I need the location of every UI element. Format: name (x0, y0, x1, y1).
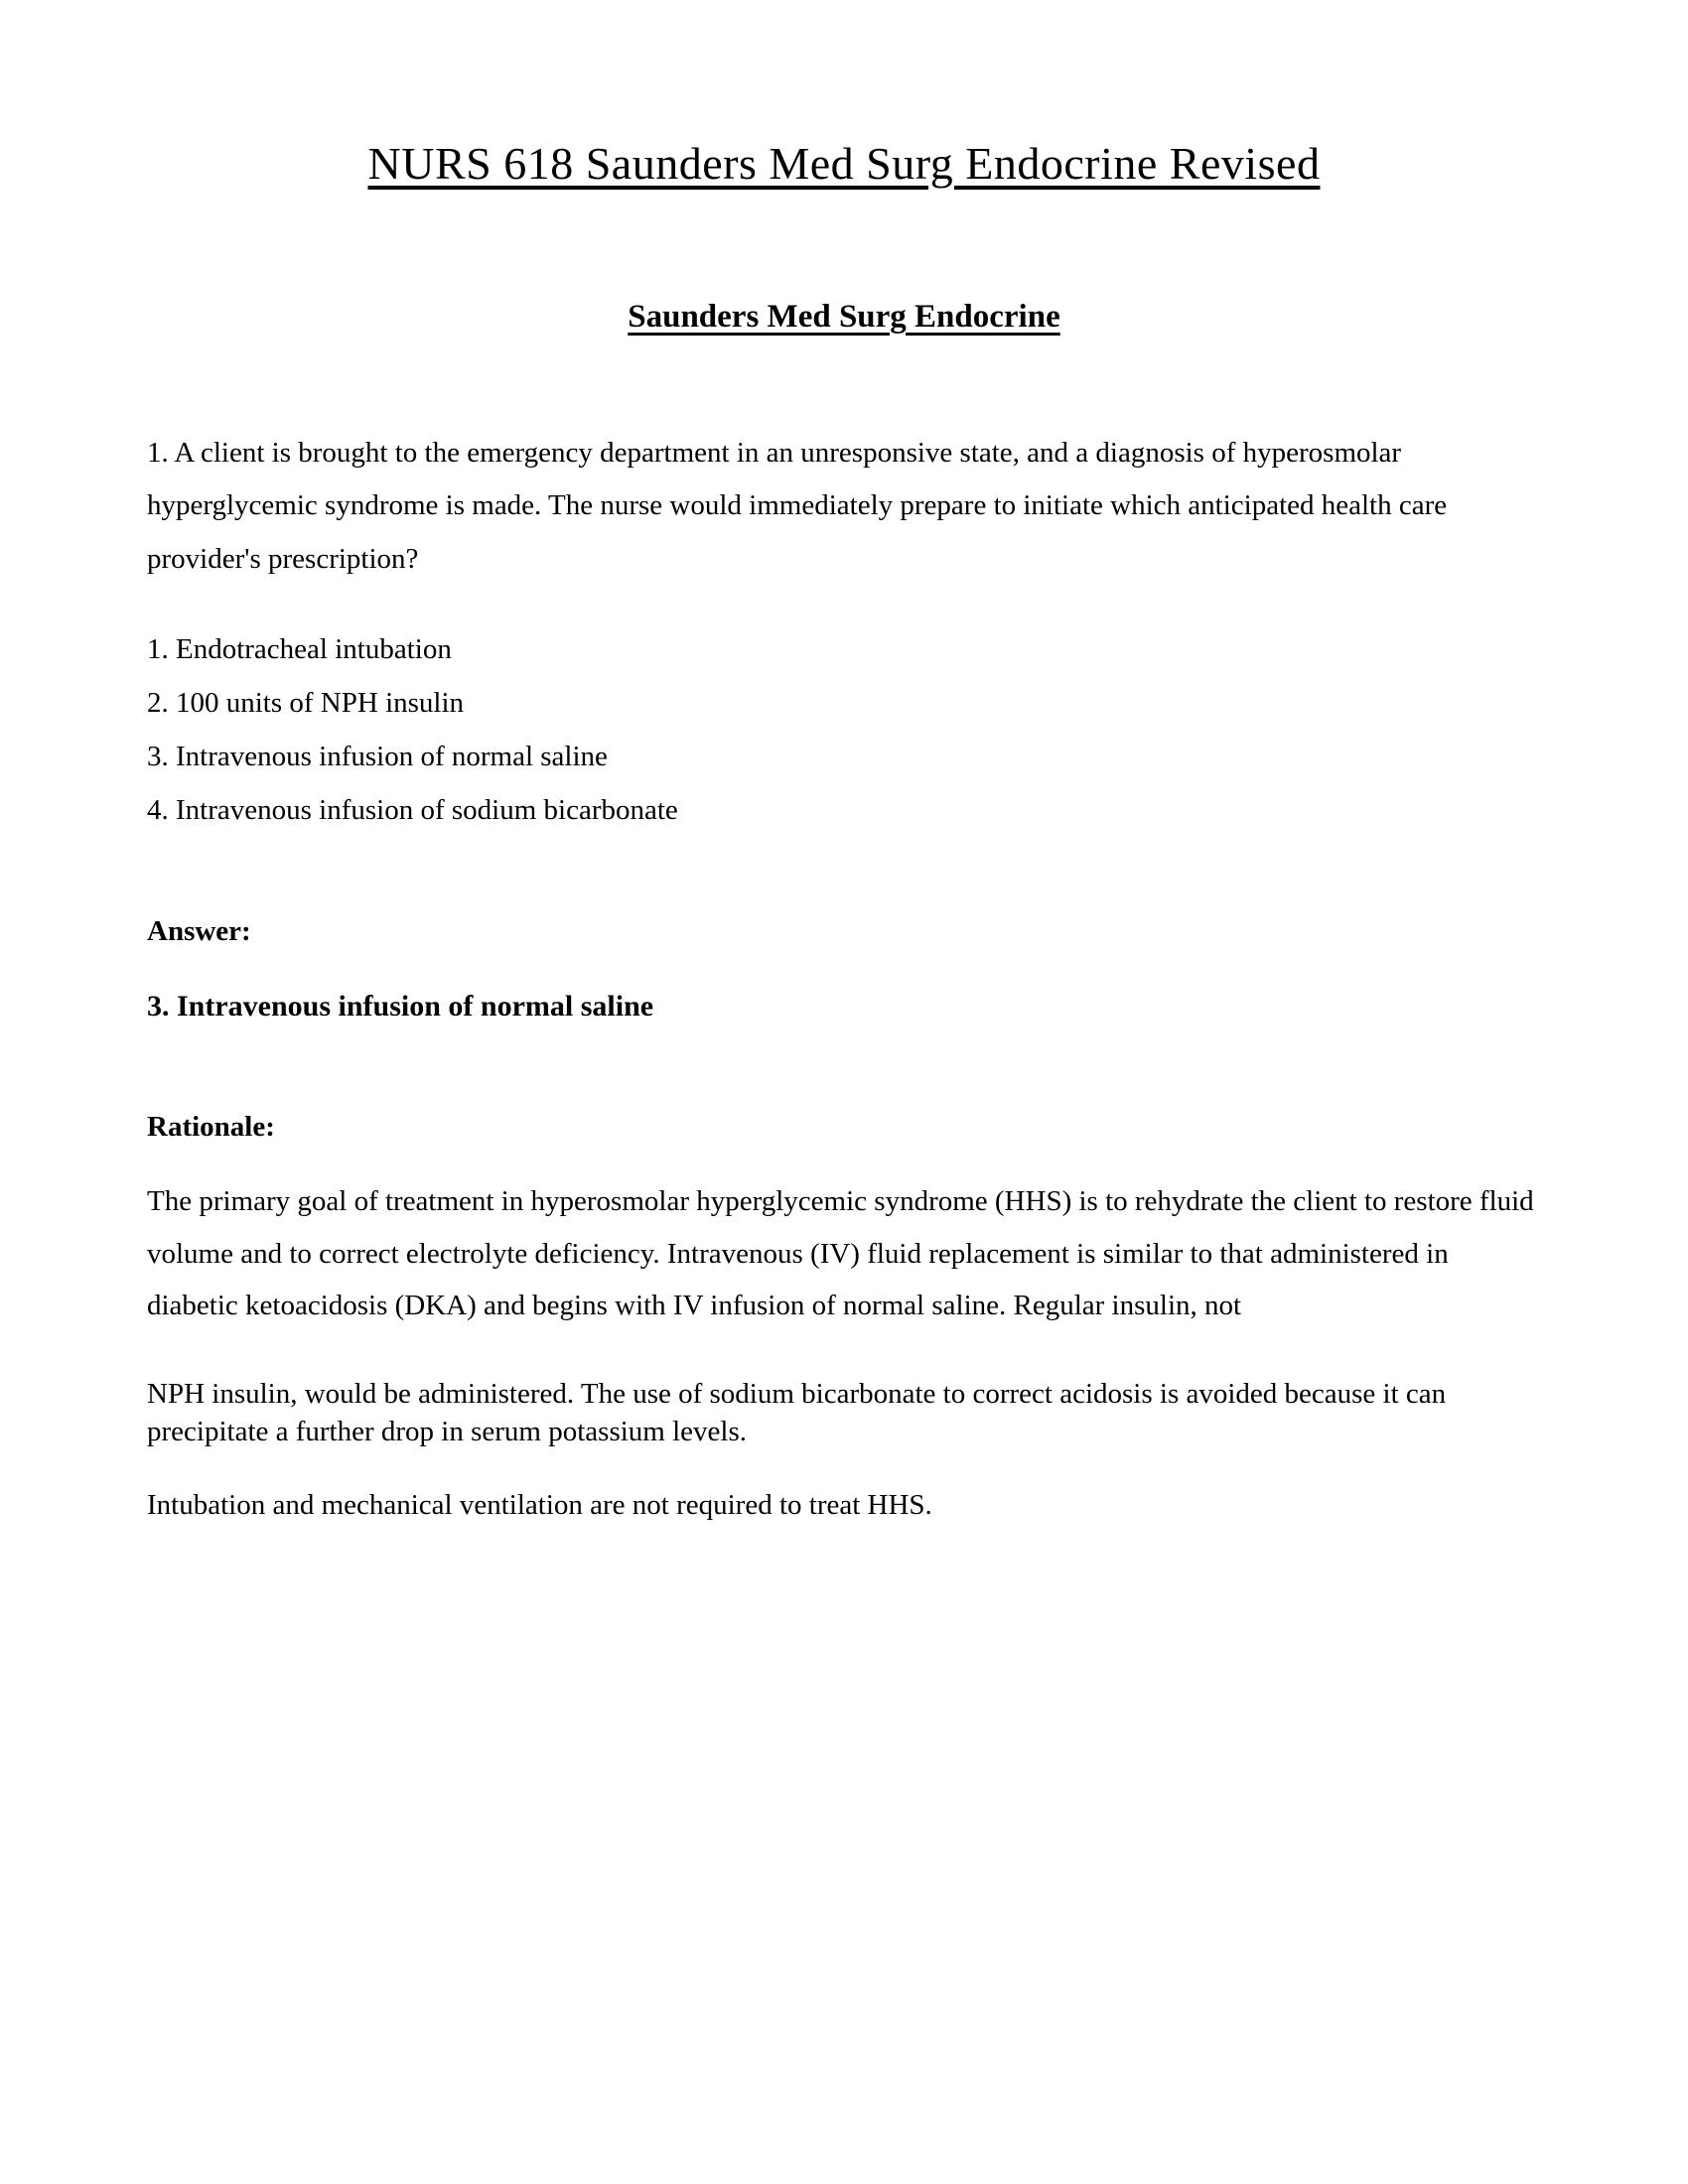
options-list (147, 623, 1541, 838)
rationale-paragraph-3: Intubation and mechanical ventilation are not required to treat HHS. (147, 1488, 932, 1521)
rationale-paragraph-1: The primary goal of treatment in hyperosmolar hyperglycemic syndrome (HHS) is to rehydrate the client to restore fluid volume and to correct electrolyte deficiency. Intravenous (IV) fluid replacement is similar to that administered in diabetic ketoacidosis (DKA) and begins with IV infusion of normal saline. Regular insulin, not (147, 1184, 1534, 1322)
option-4: 4. Intravenous infusion of sodium bicarbonate (147, 793, 678, 826)
option-3: 3. Intravenous infusion of normal saline (147, 740, 608, 772)
answer-text: 3. Intravenous infusion of normal saline (147, 989, 654, 1023)
rationale-paragraph-2: NPH insulin, would be administered. The use of sodium bicarbonate to correct acidosis is avoided because it can precipitate a further drop in serum potassium levels. (147, 1378, 1447, 1447)
question-text: 1. A client is brought to the emergency department in an unresponsive state, and a diagnosis of hyperosmolar hyperglycemic syndrome is made. The nurse would immediately prepare to initiate which anticipated health care provider's prescription? (147, 437, 1448, 575)
document-title: NURS 618 Saunders Med Surg Endocrine Revised (367, 138, 1321, 189)
option-2: 2. 100 units of NPH insulin (147, 687, 465, 720)
rationale-label: Rationale: (147, 1110, 275, 1143)
option-1: 1. Endotracheal intubation (147, 633, 452, 666)
section-heading: Saunders Med Surg Endocrine (628, 299, 1060, 335)
answer-label: Answer: (147, 914, 251, 947)
